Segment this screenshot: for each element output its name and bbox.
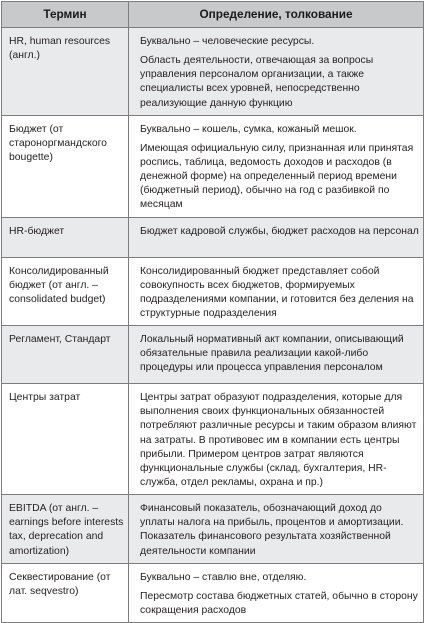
- term-cell: Бюджет (от староноргмандского bougette): [2, 115, 129, 217]
- table-row: [2, 115, 424, 217]
- table-row: [2, 28, 424, 116]
- column-header-term: Термин: [2, 2, 129, 28]
- term-cell: Консолидированный бюджет (от англ. – consolidated budget): [2, 257, 129, 326]
- table-row: [2, 217, 424, 257]
- definition-text: Бюджет кадровой службы, бюджет расходов на персонал: [140, 225, 419, 237]
- definition-text: Консолидированный бюджет представляет собой совокупность всех бюджетов, формируемых подразделениями компании, и готовится без деления на структурные подразделения: [140, 265, 414, 319]
- definition-cell: [129, 563, 424, 622]
- definition-text: Пересмотр состава бюджетных статей, обычно в сторону сокращения расходов: [140, 590, 418, 616]
- term-cell: HR-бюджет: [2, 217, 129, 257]
- definition-text: Имеющая официальную силу, признанная или принятая роспись, таблица, ведомость доходов и расходов (в денежной форме) на определенный период времени (бюджетный период), обычно на год с разбивкой по месяцам: [140, 142, 414, 211]
- table-row: [2, 326, 424, 384]
- definition-cell: [129, 326, 424, 384]
- term-cell: Секвестирование (от лат. seqvestro): [2, 563, 129, 622]
- definition-cell: [129, 495, 424, 564]
- term-cell: Центры затрат: [2, 384, 129, 495]
- definition-cell: [129, 384, 424, 495]
- definition-text: Область деятельности, отвечающая за вопросы управления персоналом организации, а также специалисты всех уровней, непосредственно реализующие данную функцию: [140, 55, 374, 109]
- column-header-definition: Определение, толкование: [129, 2, 424, 28]
- table-header-row: [2, 2, 424, 28]
- definition-cell: [129, 115, 424, 217]
- definition-text: Буквально – кошель, сумка, кожаный мешок.: [140, 123, 357, 135]
- definition-text: Финансовый показатель, обозначающий доход до уплаты налога на прибыль, процентов и амортизации. Показатель финансового результата хозяйственной деятельности компании: [140, 503, 404, 557]
- definition-text: Центры затрат образуют подразделения, которые для выполнения своих функциональных обязанностей потребляют различные ресурсы и таким образом влияют на затраты. В противовес им в компании есть центры прибыли. Примером центров затрат являются функциональные службы (склад, бухгалтерия, HR-служба, отдел рекламы, охрана и пр.): [140, 392, 417, 488]
- definition-cell: [129, 217, 424, 257]
- term-cell: HR, human resources (англ.): [2, 28, 129, 116]
- table-row: [2, 495, 424, 564]
- table-row: [2, 563, 424, 622]
- term-cell: EBITDA (от англ. – earnings before interests tax, deprecation and amortization): [2, 495, 129, 564]
- definition-cell: [129, 28, 424, 116]
- definition-text: Локальный нормативный акт компании, описывающий обязательные правила реализации какой-либо процедуры или процесса управления персоналом: [140, 334, 404, 374]
- table-row: [2, 257, 424, 326]
- term-cell: Регламент, Стандарт: [2, 326, 129, 384]
- definition-text: Буквально – ставлю вне, отделяю.: [140, 571, 307, 583]
- table-row: [2, 384, 424, 495]
- definition-text: Буквально – человеческие ресурсы.: [140, 36, 315, 47]
- glossary-table: [1, 1, 424, 623]
- definition-cell: [129, 257, 424, 326]
